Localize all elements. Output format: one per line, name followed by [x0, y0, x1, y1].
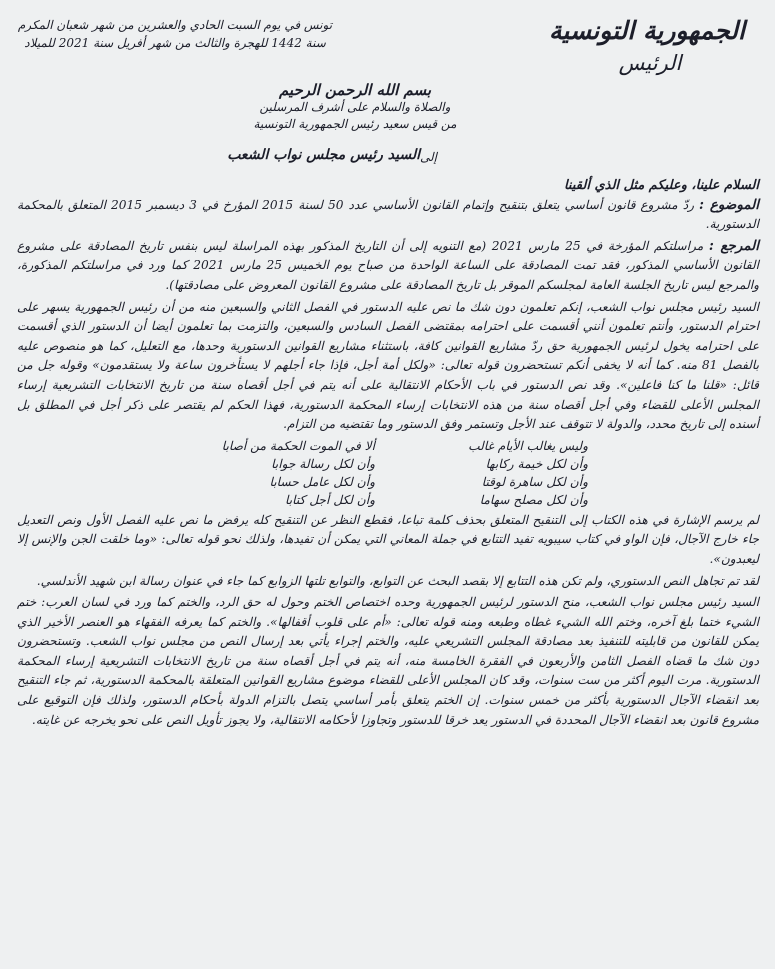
president-title: الرئيس [618, 51, 682, 75]
poem-verse: ألا في الموت الحكمة من أصابا [221, 438, 375, 453]
poem-verse: وأن لكل أجل كتابا [285, 492, 375, 507]
reference-label: المرجع : [708, 237, 759, 254]
paragraph-1: السيد رئيس مجلس نواب الشعب، إنكم تعلمون دون شك ما نص عليه الدستور في الفصل الثاني والسبعين منه من أن رئيس الجمهورية يسهر على احترام الدستور، وأنتم تعلمون أنني أقسمت على احترامه بمقتضى الفصل السادس والسبعين، والتزمت بما تعلمون أيضا أن الدستور الذي أقسمت على احترامه يخول لرئيس الجمهورية حق ردّ مشاريع القوانين كافة، باستثناء مشاريع القوانين الدستورية وحدها، مع التعليل، كما هو منصوص عليه بالفصل 81 منه. كما أنه لا يخفى أنكم تستحضرون قوله تعالى: «ولكل أمة أجل، فإذا جاء أجلهم لا يستأخرون ساعة ولا يستقدمون» وقوله جل من قائل: «قلنا ما كنا فاعلين». وقد نص الدستور في باب الأحكام الانتقالية على أنه يتم في أجل أقصاه سنة من تاريخ الانتخابات التشريعية إرساء المجلس الأعلى للقضاء وفي أجل أقصاه سنة من هذه الانتخابات إرساء المحكمة الدستورية، فهذا الحكم لم يقتصر على ذكر أجل في المطلق بل أسنده إلى تاريخ محدد، والدولة لا تتوقف عند الأجل وتستمر وفق الدستور وما تقتضيه من التزام. [17, 299, 759, 432]
poem-verse: وأن لكل ساهرة لوقتا [481, 474, 588, 489]
republic-title: الجمهورية التونسية [549, 16, 745, 45]
date-block [10, 16, 340, 52]
reference-paragraph [17, 237, 759, 296]
letter-body [17, 176, 759, 732]
subject-text: ردّ مشروع قانون أساسي يتعلق بتنقيح وإتمام القانون الأساسي عدد 50 لسنة 2015 المؤرخ في 3 ديسمبر 2015 المتعلق بالمحكمة الدستورية. [17, 197, 759, 232]
poem-verses [188, 437, 588, 509]
paragraph-4: السيد رئيس مجلس نواب الشعب، منح الدستور لرئيس الجمهورية وحده اختصاص الختم وحول له حق الرد، والختم كما ورد في لسان العرب: ختم الشيء ختما بلغ آخره، وختم الله الشيء غطاه وطبعه ومنه قوله تعالى: «أم على قلوب أقفالها». والختم كما يعرفه الفقهاء هو العنصر الأخير الذي يمكن للقانون من قابليته للتنفيذ بعد مصادقة المجلس التشريعي عليه، والختم إجراء يأتي بعد إرسال النص من مجلس نواب الشعب. وتستحضرون دون شك ما قضاه الفصل الثامن والأربعون في الفقرة الخامسة منه، أنه يتم في أجل أقصاه سنة من تاريخ الانتخابات التشريعية إرساء المحكمة الدستورية. مرت اليوم أكثر من ست سنوات، وقد كان المجلس الأعلى للقضاء موضوع مشاريع القوانين المتعلقة بالمحكمة الدستورية، ثم جاء التنقيح بعد انقضاء الآجال الدستورية بأكثر من خمس سنوات. إن الختم يتعلق بأمر أساسي يتصل بالتزام الدولة بأحكام الدستور، ولذلك فإن التوقيع على مشروع قانون بعد انقضاء الآجال المحددة في الدستور يعد خرقا للدستور وتجاوزا لأحكامه الانتقالية، ولا يجوز تأويل النص على نحو يخرجه عن غايته. [17, 595, 759, 727]
poem-verse: وأن لكل رسالة جوابا [271, 456, 375, 471]
subject-paragraph [17, 196, 759, 235]
poem-verse: وليس يغالب الأيام غالب [468, 438, 588, 453]
recipient-line: السيد رئيس مجلس نواب الشعب [227, 147, 420, 163]
reference-text: مراسلتكم المؤرخة في 25 مارس 2021 (مع التنويه إلى أن التاريخ المذكور بهذه المراسلة ليس بنفس تاريخ المصادقة على مشروع القانون الأساسي المذكور، فقد تمت المصادقة على الساعة الواحدة من صباح يوم الخميس 25 مارس 2021 كما ورد في مراسلتكم المذكورة، والمرجع ليس تاريخ الجلسة العامة لمجلسكم الموقر بل تاريخ المصادقة على مشروع القانون المعروض على مصادقتها). [17, 238, 759, 292]
sender-line: من قيس سعيد رئيس الجمهورية التونسية [253, 117, 457, 131]
opening-block [150, 82, 560, 133]
paragraph-3: لقد تم تجاهل النص الدستوري، ولم تكن هذه التتابع إلا بقصد البحث عن التوابع، والتوابع تلتها الزوابع كما جاء في عنوان رسالة ابن شهيد الأندلسي. [36, 573, 759, 588]
date-line-2: سنة 1442 للهجرة والثالث من شهر أفريل سنة 2021 للميلاد [24, 36, 326, 50]
to-label: إلى [420, 150, 437, 164]
basmala: بسم الله الرحمن الرحيم [278, 81, 432, 99]
letterhead [549, 14, 745, 78]
poem-verse: وأن لكل عامل حسابا [269, 474, 375, 489]
subject-label: الموضوع : [699, 196, 759, 213]
poem-verse: وأن لكل مصلح سهاما [479, 492, 588, 507]
salat-line: والصلاة والسلام على أشرف المرسلين [259, 100, 451, 114]
paragraph-2: لم يرسم الإشارة في هذه الكتاب إلى التنقيح المتعلق بحذف كلمة تباعا، فقطع النظر عن التنقيح كله يرفض ما نص عليه الفصل الأول ونص التعديل جاء خارج الآجال، فإن الواو في كتاب سيبويه تفيد التتابع في جملة المعاني التي يمكن أن تفيدها، ولذلك نحو قوله تعالى: «وما خلقت الجن والإنس إلا ليعبدون». [17, 512, 759, 566]
date-line-1: تونس في يوم السبت الحادي والعشرين من شهر شعبان المكرم [17, 18, 333, 32]
poem-verse: وأن لكل خيمة ركابها [485, 456, 588, 471]
greeting: السلام علينا، وعليكم مثل الذي ألقينا [563, 178, 759, 193]
